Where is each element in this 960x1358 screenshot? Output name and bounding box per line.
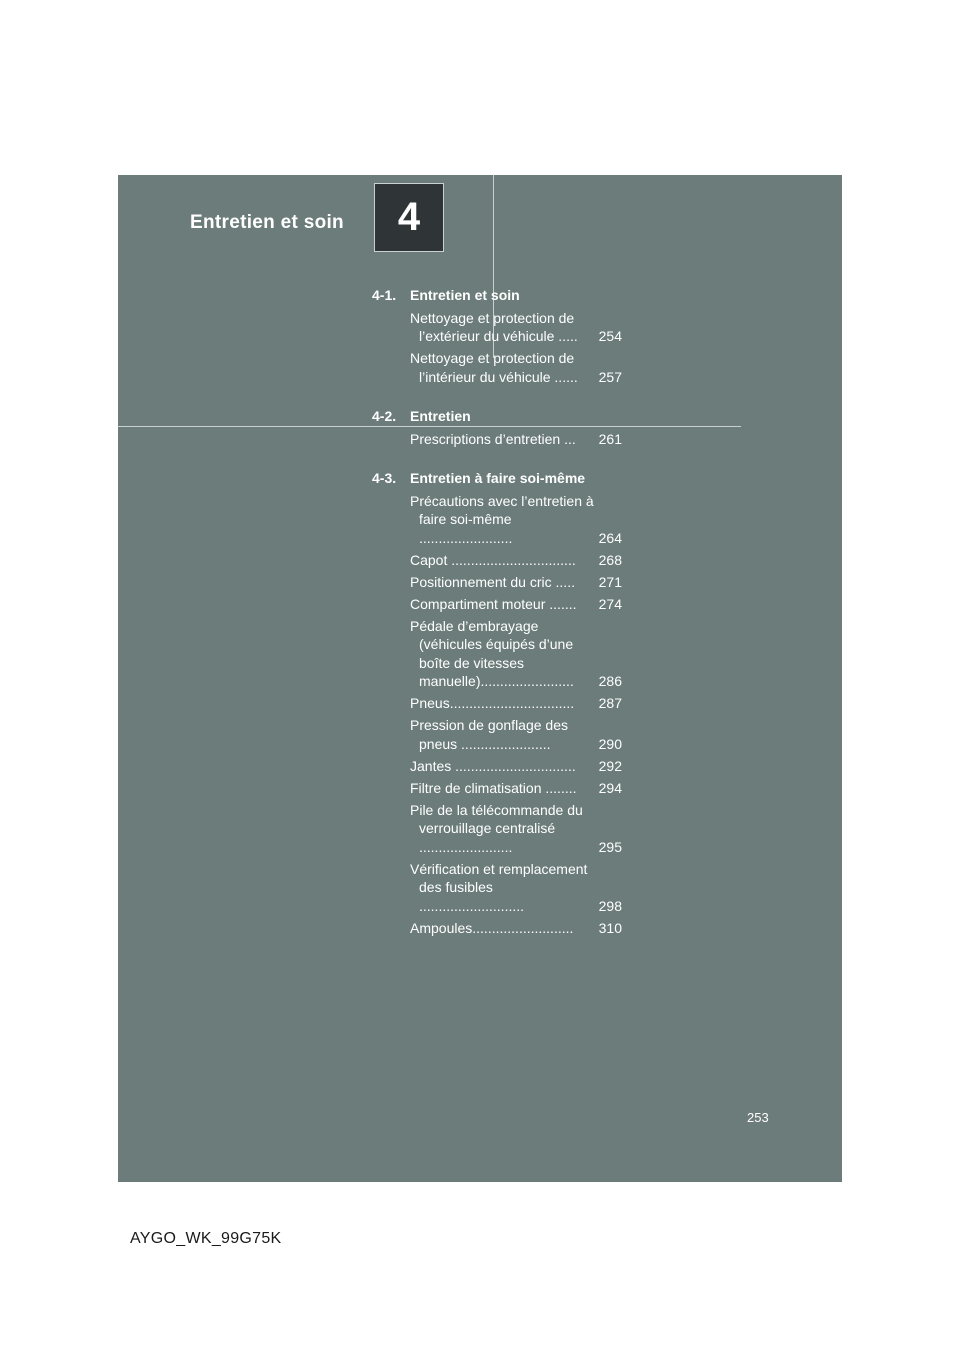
toc-entry-text: Précautions avec l’entretien à faire soi-même bbox=[410, 492, 594, 527]
toc-entry[interactable] bbox=[410, 779, 622, 798]
toc-entry[interactable] bbox=[410, 919, 622, 938]
toc-entry-title bbox=[410, 801, 595, 857]
section-entries bbox=[410, 430, 622, 449]
page-number: 253 bbox=[747, 1110, 769, 1125]
toc-entry-page: 295 bbox=[598, 838, 622, 855]
toc-entry-title bbox=[410, 779, 595, 798]
toc-entry-title bbox=[410, 860, 595, 916]
section-heading[interactable] bbox=[372, 468, 622, 488]
toc-leader-dots: ....... bbox=[545, 595, 577, 612]
toc-entry[interactable] bbox=[410, 430, 622, 449]
toc-entry-text: Compartiment moteur bbox=[410, 595, 546, 612]
toc-leader-dots: ..... bbox=[554, 328, 578, 344]
toc-entry-page: 254 bbox=[598, 328, 622, 344]
toc-entry[interactable] bbox=[410, 801, 622, 857]
toc-entry[interactable] bbox=[410, 757, 622, 776]
toc-entry-title bbox=[410, 492, 595, 548]
section-number: 4-3. bbox=[372, 470, 397, 486]
toc-entry[interactable] bbox=[410, 551, 622, 570]
toc-leader-dots: ... bbox=[560, 430, 576, 447]
section-title: Entretien et soin bbox=[410, 287, 520, 303]
toc-entry-page: 271 bbox=[598, 573, 622, 590]
chapter-number: 4 bbox=[397, 195, 421, 239]
toc-leader-dots: .......................... bbox=[472, 919, 574, 936]
toc-entry-title bbox=[410, 551, 595, 570]
toc-entry-title bbox=[410, 309, 595, 346]
toc-entry[interactable] bbox=[410, 595, 622, 614]
toc-leader-dots: ........ bbox=[541, 779, 577, 796]
toc-section bbox=[372, 285, 622, 386]
toc-leader-dots: ........................ bbox=[419, 838, 513, 855]
toc-entry-text: Positionnement du cric bbox=[410, 573, 552, 590]
toc-entry-text: Jantes bbox=[410, 757, 452, 774]
toc-entry[interactable] bbox=[410, 309, 622, 346]
toc-entry-title bbox=[410, 349, 595, 386]
toc-entry[interactable] bbox=[410, 617, 622, 691]
section-title: Entretien à faire soi-même bbox=[410, 470, 586, 486]
toc-leader-dots: ................................ bbox=[449, 695, 575, 711]
toc-entry-text: Capot bbox=[410, 551, 448, 568]
toc-leader-dots: ............................... bbox=[451, 757, 576, 774]
toc-entry-text: Pneus bbox=[410, 695, 450, 711]
toc-entry-page: 261 bbox=[598, 430, 622, 447]
toc-entry-page: 268 bbox=[598, 551, 622, 568]
section-entries bbox=[410, 492, 622, 938]
section-number: 4-2. bbox=[372, 408, 397, 424]
toc-entry-title bbox=[410, 617, 595, 691]
section-heading[interactable] bbox=[372, 285, 622, 305]
toc-entry-title bbox=[410, 595, 595, 614]
toc-entry-text: Vérification et remplacement des fusibles bbox=[410, 860, 588, 895]
section-entries bbox=[410, 309, 622, 387]
toc-entry-text: Ampoules bbox=[410, 919, 473, 936]
toc-entry-title bbox=[410, 757, 595, 776]
toc-entry-title bbox=[410, 919, 595, 938]
toc-section bbox=[372, 468, 622, 937]
toc-entry[interactable] bbox=[410, 349, 622, 386]
toc-leader-dots: ................................ bbox=[447, 551, 576, 568]
toc-entry-text: Filtre de climatisation bbox=[410, 779, 542, 796]
toc-entry[interactable] bbox=[410, 694, 622, 713]
toc-entry-page: 292 bbox=[598, 757, 622, 774]
section-title: Entretien bbox=[410, 408, 471, 424]
toc-leader-dots: ....................... bbox=[457, 735, 551, 752]
toc-entry-text: Pression de gonflage des pneus bbox=[410, 717, 568, 752]
toc-entry-page: 257 bbox=[598, 368, 622, 385]
toc-section bbox=[372, 406, 622, 448]
section-heading[interactable] bbox=[372, 406, 622, 426]
toc-entry-page: 298 bbox=[598, 897, 622, 914]
toc-entry-title bbox=[410, 694, 595, 713]
table-of-contents bbox=[372, 285, 622, 957]
toc-leader-dots: ...... bbox=[550, 368, 578, 385]
toc-entry-text: Prescriptions d’entretien bbox=[410, 430, 561, 447]
toc-entry-text: Nettoyage et protection de l’extérieur du véhicule bbox=[410, 309, 575, 344]
toc-entry-page: 294 bbox=[598, 779, 622, 796]
toc-entry-text: Pédale d’embrayage (véhicules équipés d’une boîte de vitesses manuelle) bbox=[410, 617, 574, 689]
toc-leader-dots: ..... bbox=[551, 573, 575, 590]
toc-entry-page: 290 bbox=[598, 735, 622, 752]
chapter-number-box bbox=[374, 183, 444, 252]
section-number: 4-1. bbox=[372, 287, 397, 303]
toc-entry-text: Pile de la télécommande du verrouillage centralisé bbox=[410, 801, 583, 836]
toc-entry-page: 287 bbox=[598, 695, 622, 711]
document-code: AYGO_WK_99G75K bbox=[130, 1230, 282, 1247]
toc-entry-page: 310 bbox=[598, 919, 622, 936]
toc-entry-text: Nettoyage et protection de l’intérieur du véhicule bbox=[410, 350, 575, 385]
toc-entry[interactable] bbox=[410, 573, 622, 592]
chapter-title: Entretien et soin bbox=[190, 212, 344, 233]
toc-entry-page: 286 bbox=[598, 673, 622, 689]
toc-entry-page: 274 bbox=[598, 595, 622, 612]
toc-entry[interactable] bbox=[410, 860, 622, 916]
toc-leader-dots: ........................ bbox=[480, 673, 574, 689]
toc-entry-title bbox=[410, 573, 595, 592]
toc-entry-page: 264 bbox=[598, 529, 622, 546]
toc-entry[interactable] bbox=[410, 716, 622, 753]
toc-leader-dots: ........................ bbox=[419, 529, 513, 546]
toc-leader-dots: ........................... bbox=[419, 897, 525, 914]
toc-entry-title bbox=[410, 716, 595, 753]
toc-entry-title bbox=[410, 430, 595, 449]
toc-entry[interactable] bbox=[410, 492, 622, 548]
